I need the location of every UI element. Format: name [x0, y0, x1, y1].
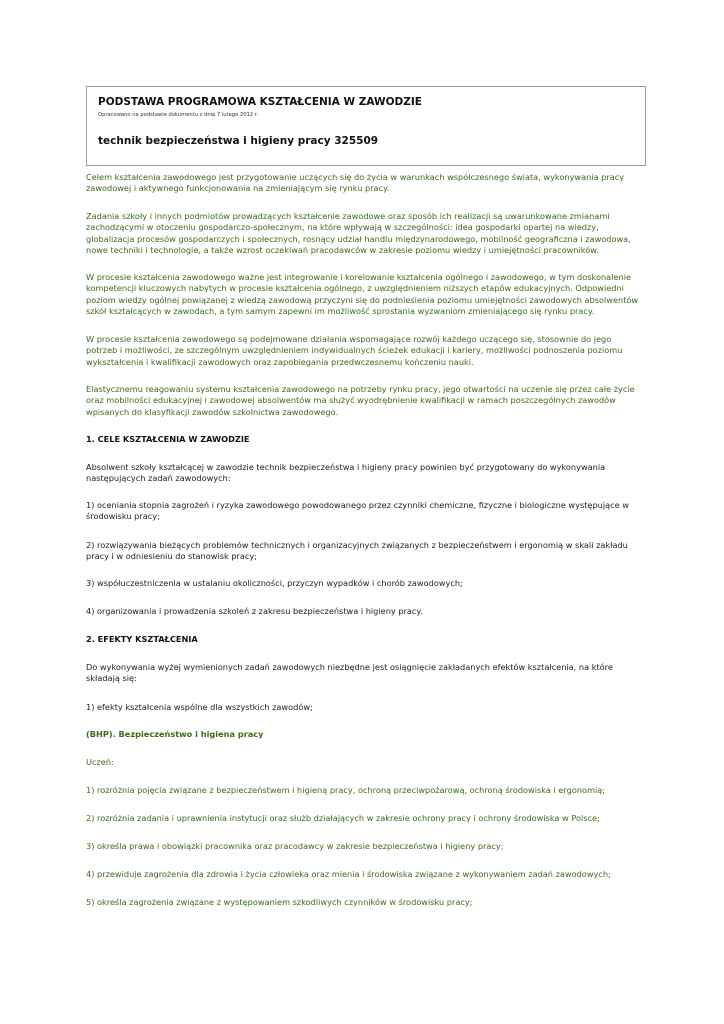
document-source-note: Opracowano na podstawie dokumentu z dnia 7 lutego 2012 r.: [98, 112, 259, 118]
effects-common-item: 1) efekty kształcenia wspólne dla wszystkich zawodów;: [86, 702, 313, 712]
intro-paragraph-5: Elastycznemu reagowaniu systemu kształcenia zawodowego na potrzeby rynku pracy, jego otwartości na uczenie się przez całe życie oraz mobilności edukacyjnej i zawodowej absolwentów ma służyć wyodrębnienie kwalifikacji w ramach poszczególnych zawodów wpisanych do klasyfikacji zawodów szkolnictwa zawodowego.: [86, 384, 635, 417]
task-item-4: 4) organizowania i prowadzenia szkoleń z zakresu bezpieczeństwa i higieny pracy.: [86, 606, 423, 616]
effect-item-3: 3) określa prawa i obowiązki pracownika oraz pracodawcy w zakresie bezpieczeństwa i higieny pracy;: [86, 841, 504, 851]
intro-paragraph-3: W procesie kształcenia zawodowego ważne jest integrowanie i korelowanie kształcenia ogólnego i zawodowego, w tym doskonalenie kompetencji kluczowych nabytych w procesie kształcenia ogólnego, z uwzględnieniem niższych etapów edukacyjnych. Odpowiedni poziom wiedzy ogólnej powiązanej z wiedzą zawodową przyczyni się do podniesienia poziomu umiejętności zawodowych absolwentów szkół kształcących w zawodach, a tym samym zapewni im możliwość sprostania wyzwaniom zmieniającego się rynku pracy.: [86, 272, 639, 317]
section-1-heading: 1. CELE KSZTAŁCENIA W ZAWODZIE: [86, 434, 250, 444]
student-label: Uczeń:: [86, 757, 114, 767]
document-header-box: [86, 86, 646, 166]
effect-item-5: 5) określa zagrożenia związane z występowaniem szkodliwych czynników w środowisku pracy;: [86, 897, 473, 907]
document-title: PODSTAWA PROGRAMOWA KSZTAŁCENIA W ZAWODZIE: [98, 96, 422, 108]
effect-item-1: 1) rozróżnia pojęcia związane z bezpieczeństwem i higieną pracy, ochroną przeciwpożarową, ochroną środowiska i ergonomią;: [86, 785, 606, 795]
intro-paragraph-4: W procesie kształcenia zawodowego są podejmowane działania wspomagające rozwój każdego uczącego się, stosownie do jego potrzeb i możliwości, ze szczególnym uwzględnieniem indywidualnych ścieżek edukacji i kariery, możliwości podnoszenia poziomu wykształcenia i kwalifikacji zawodowych oraz zapobiegania przedwczesnemu kończeniu nauki.: [86, 334, 623, 367]
task-item-1: 1) oceniania stopnia zagrożeń i ryzyka zawodowego powodowanego przez czynniki chemiczne, fizyczne i biologiczne występujące w środowisku pracy;: [86, 500, 629, 522]
bhp-heading: (BHP). Bezpieczeństwo i higiena pracy: [86, 729, 264, 739]
section-2-lead: Do wykonywania wyżej wymienionych zadań zawodowych niezbędne jest osiągnięcie zakładanych efektów kształcenia, na które składają się:: [86, 662, 613, 684]
task-item-2: 2) rozwiązywania bieżących problemów technicznych i organizacyjnych związanych z bezpieczeństwem i ergonomią w skali zakładu pracy i w odniesieniu do stanowisk pracy;: [86, 540, 628, 562]
intro-paragraph-1: Celem kształcenia zawodowego jest przygotowanie uczących się do życia w warunkach współczesnego świata, wykonywania pracy zawodowej i aktywnego funkcjonowania na zmieniającym się rynku pracy.: [86, 172, 625, 194]
section-1-lead: Absolwent szkoły kształcącej w zawodzie technik bezpieczeństwa i higieny pracy powinien być przygotowany do wykonywania następujących zadań zawodowych:: [86, 462, 606, 484]
section-2-heading: 2. EFEKTY KSZTAŁCENIA: [86, 634, 198, 644]
effect-item-2: 2) rozróżnia zadania i uprawnienia instytucji oraz służb działających w zakresie ochrony pracy i ochrony środowiska w Polsce;: [86, 813, 600, 823]
task-item-3: 3) współuczestniczenia w ustalaniu okoliczności, przyczyn wypadków i chorób zawodowych;: [86, 578, 463, 588]
intro-paragraph-2: Zadania szkoły i innych podmiotów prowadzących kształcenie zawodowe oraz sposób ich realizacji są uwarunkowane zmianami zachodzącymi w otoczeniu gospodarczo-społecznym, na które wpływają w szczególności: idea gospodarki opartej na wiedzy, globalizacja procesów gospodarczych i społecznych, rosnący udział handlu międzynarodowego, mobilność geograficzna i zawodowa, nowe techniki i technologie, a także wzrost oczekiwań pracodawców w zakresie poziomu wiedzy i umiejętności pracowników.: [86, 211, 631, 256]
effect-item-4: 4) przewiduje zagrożenia dla zdrowia i życia człowieka oraz mienia i środowiska związane z wykonywaniem zadań zawodowych;: [86, 869, 611, 879]
profession-title: technik bezpieczeństwa i higieny pracy 325509: [98, 135, 379, 147]
